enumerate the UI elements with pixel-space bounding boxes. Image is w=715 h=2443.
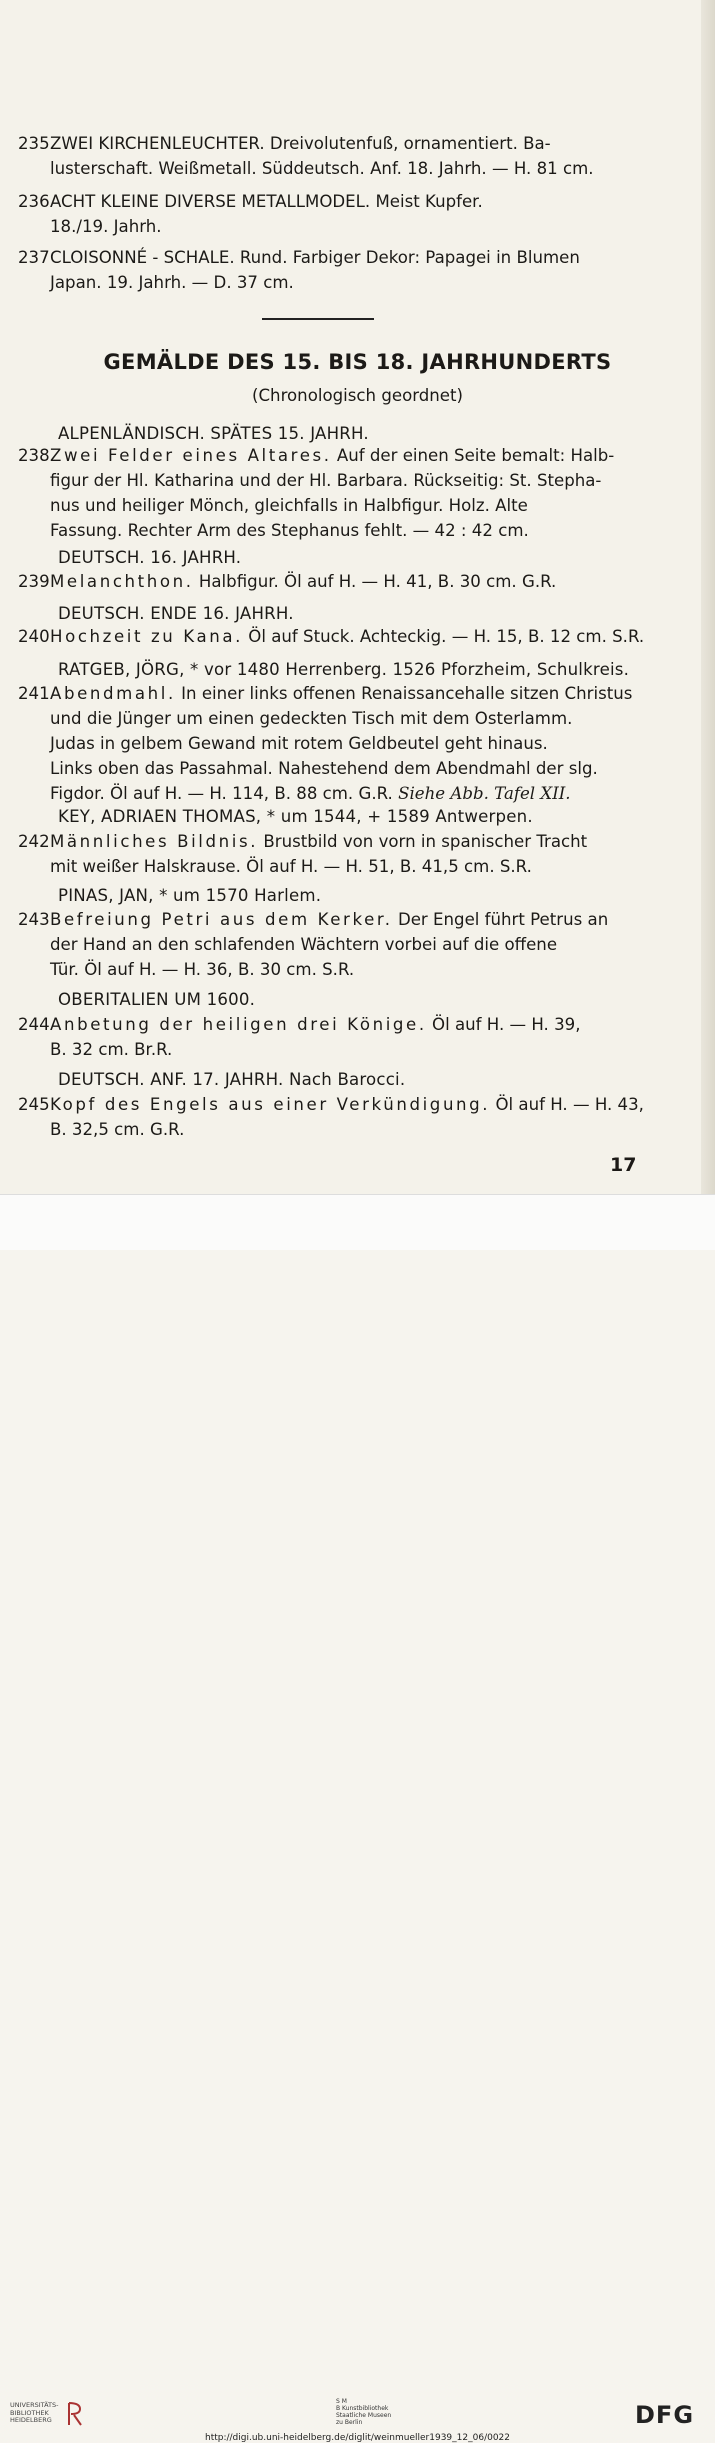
entry-text: lusterschaft. Weißmetall. Süddeutsch. Anf. 18. Jahrh. — H. 81 cm. bbox=[50, 159, 594, 178]
source-url-link[interactable]: http://digi.ub.uni-heidelberg.de/diglit/weinmueller1939_12_06/0022 bbox=[204, 2433, 510, 2443]
entry-text: Halbfigur. Öl auf H. — H. 41, B. 30 cm. G.R. bbox=[193, 572, 557, 591]
entry-number: 240 bbox=[18, 627, 50, 646]
entry-text: ZWEI KIRCHENLEUCHTER. Dreivolutenfuß, ornamentiert. Ba- bbox=[50, 134, 551, 153]
group-heading: OBERITALIEN UM 1600. bbox=[58, 990, 256, 1009]
entry-title: Melanchthon. bbox=[50, 572, 194, 591]
group-heading: KEY, ADRIAEN THOMAS, * um 1544, + 1589 Antwerpen. bbox=[58, 807, 533, 826]
entry-text: Brustbild von vorn in spanischer Tracht bbox=[258, 832, 588, 851]
entry-number: 244 bbox=[18, 1015, 50, 1034]
entry-text: Japan. 19. Jahrh. — D. 37 cm. bbox=[50, 273, 294, 292]
entry-text: CLOISONNÉ - SCHALE. Rund. Farbiger Dekor: Papagei in Blumen bbox=[50, 248, 580, 267]
page-edge bbox=[701, 0, 715, 1194]
entry-title: Abendmahl. bbox=[50, 684, 176, 703]
entry-title: Kopf des Engels aus einer Verkündigung. bbox=[50, 1095, 491, 1114]
group-heading: PINAS, JAN, * um 1570 Harlem. bbox=[58, 886, 322, 905]
entry-text: Figdor. Öl auf H. — H. 114, B. 88 cm. G.R. bbox=[50, 784, 399, 803]
group-heading: RATGEB, JÖRG, * vor 1480 Herrenberg. 1526 Pforzheim, Schulkreis. bbox=[58, 660, 630, 679]
plate-reference: Siehe Abb. Tafel XII. bbox=[398, 784, 571, 803]
entry-text: Tür. Öl auf H. — H. 36, B. 30 cm. S.R. bbox=[50, 960, 355, 979]
entry-text: Öl auf Stuck. Achteckig. — H. 15, B. 12 cm. S.R. bbox=[243, 627, 645, 646]
entry-number: 235 bbox=[18, 134, 50, 153]
group-heading: ALPENLÄNDISCH. SPÄTES 15. JAHRH. bbox=[58, 424, 369, 443]
section-title: GEMÄLDE DES 15. BIS 18. JAHRHUNDERTS bbox=[103, 350, 612, 374]
entry-title: Männliches Bildnis. bbox=[50, 832, 259, 851]
university-library-label: UNIVERSITÄTS- BIBLIOTHEK HEIDELBERG bbox=[10, 2401, 59, 2424]
group-heading: DEUTSCH. ANF. 17. JAHRH. Nach Barocci. bbox=[58, 1070, 406, 1089]
section-divider bbox=[262, 318, 374, 320]
museum-label: S M B Kunstbibliothek Staatliche Museen zu Berlin bbox=[336, 2398, 392, 2426]
entry-text: B. 32,5 cm. G.R. bbox=[50, 1120, 185, 1139]
entry-number: 239 bbox=[18, 572, 50, 591]
entry-text: Öl auf H. — H. 43, bbox=[490, 1095, 644, 1114]
entry-number: 243 bbox=[18, 910, 50, 929]
entry-title: Anbetung der heiligen drei Könige. bbox=[50, 1015, 427, 1034]
entry-text: und die Jünger um einen gedeckten Tisch mit dem Osterlamm. bbox=[50, 709, 573, 728]
group-heading: DEUTSCH. 16. JAHRH. bbox=[58, 548, 242, 567]
entry-text: Öl auf H. — H. 39, bbox=[426, 1015, 581, 1034]
entry-text: Der Engel führt Petrus an bbox=[392, 910, 609, 929]
entry-title: Hochzeit zu Kana. bbox=[50, 627, 244, 646]
entry-text: Auf der einen Seite bemalt: Halb- bbox=[331, 446, 615, 465]
page-number: 17 bbox=[610, 1154, 637, 1176]
entry-title: Befreiung Petri aus dem Kerker. bbox=[50, 910, 393, 929]
entry-number: 238 bbox=[18, 446, 50, 465]
entry-number: 236 bbox=[18, 192, 50, 211]
entry-text: der Hand an den schlafenden Wächtern vorbei auf die offene bbox=[50, 935, 558, 954]
entry-number: 237 bbox=[18, 248, 50, 267]
entry-title: Zwei Felder eines Altares. bbox=[50, 446, 332, 465]
section-subtitle: (Chronologisch geordnet) bbox=[252, 386, 463, 405]
entry-number: 242 bbox=[18, 832, 50, 851]
entry-text: In einer links offenen Renaissancehalle sitzen Christus bbox=[175, 684, 633, 703]
entry-number: 245 bbox=[18, 1095, 50, 1114]
entry-text: figur der Hl. Katharina und der Hl. Barbara. Rückseitig: St. Stepha- bbox=[50, 471, 602, 490]
entry-text: Judas in gelbem Gewand mit rotem Geldbeutel geht hinaus. bbox=[50, 734, 548, 753]
entry-text: Fassung. Rechter Arm des Stephanus fehlt. — 42 : 42 cm. bbox=[50, 521, 529, 540]
entry-text: mit weißer Halskrause. Öl auf H. — H. 51, B. 41,5 cm. S.R. bbox=[50, 857, 532, 876]
entry-text: nus und heiliger Mönch, gleichfalls in Halbfigur. Holz. Alte bbox=[50, 496, 528, 515]
entry-number: 241 bbox=[18, 684, 50, 703]
entry-text: 18./19. Jahrh. bbox=[50, 217, 162, 236]
entry-text: Links oben das Passahmal. Nahestehend dem Abendmahl der slg. bbox=[50, 759, 598, 778]
document-page bbox=[0, 0, 715, 1194]
group-heading: DEUTSCH. ENDE 16. JAHRH. bbox=[58, 604, 294, 623]
dfg-logo: DFG bbox=[635, 2401, 695, 2429]
university-seal-icon bbox=[66, 2401, 84, 2427]
digitization-footer bbox=[0, 1194, 715, 2443]
entry-text: ACHT KLEINE DIVERSE METALLMODEL. Meist Kupfer. bbox=[50, 192, 483, 211]
entry-text: B. 32 cm. Br.R. bbox=[50, 1040, 173, 1059]
